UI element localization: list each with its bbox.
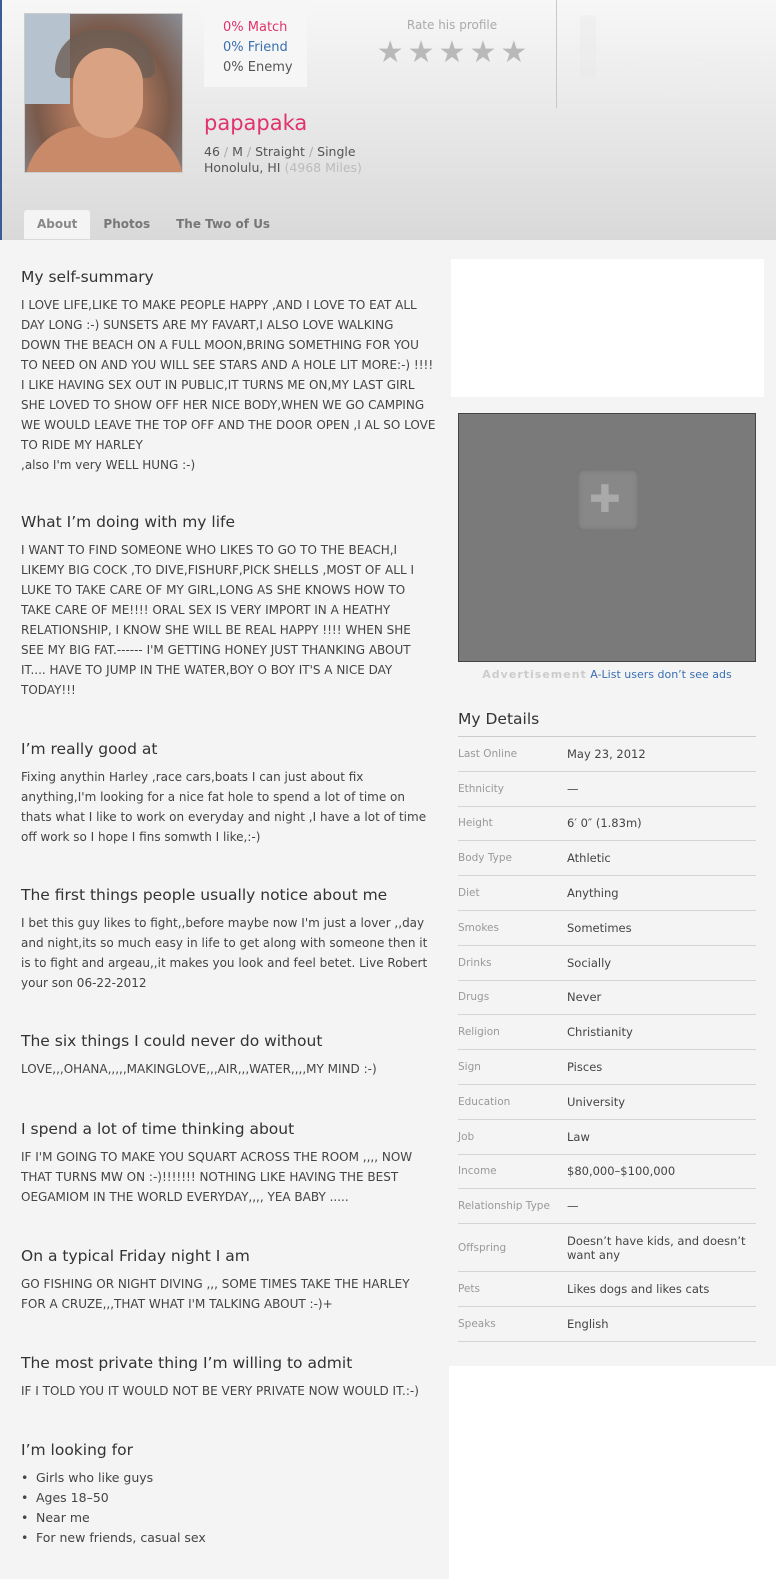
list-item: • Near me bbox=[21, 1508, 436, 1528]
details-row bbox=[458, 1015, 756, 1050]
details-key: Diet bbox=[458, 887, 480, 900]
essay-title: I’m looking for bbox=[21, 1441, 133, 1459]
details-key: Job bbox=[458, 1130, 475, 1143]
details-row bbox=[458, 772, 756, 807]
distance: (4968 Miles) bbox=[284, 160, 362, 175]
details-value: University bbox=[567, 1094, 626, 1109]
details-row bbox=[458, 1189, 756, 1224]
details-key: Religion bbox=[458, 1026, 500, 1039]
location: Honolulu, HI bbox=[204, 160, 281, 175]
age: 46 bbox=[204, 144, 220, 159]
rate-label: Rate his profile bbox=[406, 18, 498, 32]
essay-friday-night bbox=[21, 1247, 436, 1354]
list-item: • Girls who like guys bbox=[21, 1468, 436, 1488]
orientation: Straight bbox=[255, 144, 305, 159]
ad-caption bbox=[458, 668, 756, 681]
star-icon[interactable]: ★ bbox=[500, 35, 528, 70]
details-value: Anything bbox=[567, 886, 619, 901]
details-key: Body Type bbox=[458, 852, 512, 865]
essay-looking-for bbox=[21, 1441, 436, 1548]
essay-first-things bbox=[21, 886, 436, 1032]
essay-text: IF I TOLD YOU IT WOULD NOT BE VERY PRIVATE NOW WOULD IT.:-) bbox=[21, 1384, 419, 1398]
details-value: Pisces bbox=[567, 1060, 603, 1075]
match-percentages bbox=[204, 0, 307, 87]
details-key: Height bbox=[458, 817, 493, 830]
details-key: Smokes bbox=[458, 921, 499, 934]
star-icon[interactable]: ★ bbox=[438, 35, 466, 70]
profile-photo[interactable] bbox=[24, 13, 183, 173]
details-row bbox=[458, 876, 756, 911]
details-value: Never bbox=[567, 990, 602, 1005]
details-value: English bbox=[567, 1316, 609, 1331]
details-value: — bbox=[567, 1199, 579, 1214]
list-item: • For new friends, casual sex bbox=[21, 1528, 436, 1548]
essay-text: LOVE,,,OHANA,,,,,MAKINGLOVE,,,AIR,,,WATER,,,,MY MIND :-) bbox=[21, 1062, 377, 1076]
tab-two-of-us[interactable]: The Two of Us bbox=[176, 217, 271, 231]
details-value: Athletic bbox=[567, 851, 611, 866]
details-value: Sometimes bbox=[567, 920, 632, 935]
details-value: 6′ 0″ (1.83m) bbox=[567, 816, 642, 831]
details-value: — bbox=[567, 781, 579, 796]
details-row bbox=[458, 1120, 756, 1155]
essay-six-things bbox=[21, 1032, 436, 1120]
header-divider bbox=[556, 0, 557, 108]
star-icon[interactable]: ★ bbox=[469, 35, 497, 70]
details-title: My Details bbox=[458, 710, 756, 737]
essay-title: On a typical Friday night I am bbox=[21, 1247, 250, 1265]
username: papapaka bbox=[204, 111, 308, 135]
essay-text: I WANT TO FIND SOMEONE WHO LIKES TO GO TO THE BEACH,I LIKEMY BIG COCK ,TO DIVE,FISHURF,PICK SHELLS ,MOST OF ALL I LUKE TO TAKE CARE OF MY GIRL,LONG AS SHE KNOWS HOW TO TAKE CARE OF ME!!!! ORAL SEX IS VERY IMPORT IN A HEATHY RELATIONSHIP, I KNOW SHE WILL BE REAL HAPPY !!!! WHEN SHE SEE MY BIG FAT.------ I'M GETTING HONEY JUST THANKING ABOUT IT.... HAVE TO JUMP IN THE WATER,BOY O BOY IT'S A NICE DAY TODAY!!! bbox=[21, 543, 414, 697]
essay-text: IF I'M GOING TO MAKE YOU SQUART ACROSS THE ROOM ,,,, NOW THAT TURNS MW ON :-)!!!!!!! NOTHING LIKE HAVING THE BEST OEGAMIOM IN THE WORLD EVERYDAY,,,, YEA BABY ..... bbox=[21, 1150, 413, 1204]
details-row bbox=[458, 737, 756, 772]
essay-text: I LOVE LIFE,LIKE TO MAKE PEOPLE HAPPY ,AND I LOVE TO EAT ALL DAY LONG :-) SUNSETS ARE MY FAVART,I ALSO LOVE WALKING DOWN THE BEACH ON A FULL MOON,BRING SOMETHING FOR YOU TO NEED ON AND YOU WILL SEE STARS AND A HOLE LIT MORE:-) !!!! I LIKE HAVING SEX OUT IN PUBLIC,IT TURNS ME ON,MY LAST GIRL SHE LOVED TO SHOW OFF HER NICE BODY,WHEN WE GO CAMPING WE WOULD LEAVE THE TOP OFF AND THE DOOR OPEN ,I AL SO LOVE TO RIDE MY HARLEY ,also I'm very WELL HUNG :-) bbox=[21, 298, 436, 472]
essay-doing-with-life bbox=[21, 513, 436, 740]
essay-self-summary bbox=[21, 268, 436, 513]
essay-title: The first things people usually notice about me bbox=[21, 886, 388, 904]
details-value: Likes dogs and likes cats bbox=[567, 1282, 710, 1297]
sidebar-blank bbox=[449, 1366, 776, 1579]
essay-good-at bbox=[21, 740, 436, 886]
details-key: Ethnicity bbox=[458, 782, 504, 795]
essay-private-thing bbox=[21, 1354, 436, 1441]
essay-title: What I’m doing with my life bbox=[21, 513, 236, 531]
essay-title: I spend a lot of time thinking about bbox=[21, 1120, 295, 1138]
details-value: Law bbox=[567, 1129, 590, 1144]
details-value: Doesn’t have kids, and doesn’t want any bbox=[567, 1233, 746, 1262]
essay-text: GO FISHING OR NIGHT DIVING ,,, SOME TIMES TAKE THE HARLEY FOR A CRUZE,,,THAT WHAT I'M TALKING ABOUT :-)+ bbox=[21, 1277, 410, 1311]
details-key: Education bbox=[458, 1095, 511, 1108]
details-value: May 23, 2012 bbox=[567, 746, 646, 761]
details-row bbox=[458, 911, 756, 946]
essay-text: I bet this guy likes to fight,,before maybe now I'm just a lover ,,day and night,its so much easy in life to get along with someone then it is to fight and argeau,,it makes you look and feel betet. Live Robert your son 06-22-2012 bbox=[21, 916, 428, 990]
basic-facts: 46 / M / Straight / Single Honolulu, HI (4968 Miles) bbox=[204, 144, 362, 175]
star-icon[interactable]: ★ bbox=[376, 35, 404, 70]
profile-header bbox=[0, 0, 776, 240]
details-row bbox=[458, 1155, 756, 1190]
details-key: Speaks bbox=[458, 1317, 496, 1330]
tab-about[interactable]: About bbox=[24, 210, 90, 239]
ad-placeholder[interactable] bbox=[458, 413, 756, 662]
details-row bbox=[458, 1307, 756, 1342]
puzzle-icon: ✚ bbox=[577, 469, 639, 531]
essay-thinking-about bbox=[21, 1120, 436, 1247]
details-row bbox=[458, 1272, 756, 1307]
essay-title: The most private thing I’m willing to admit bbox=[21, 1354, 353, 1372]
essay-title: I’m really good at bbox=[21, 740, 158, 758]
star-rating[interactable] bbox=[372, 35, 532, 70]
details-value: Socially bbox=[567, 955, 612, 970]
essays-column bbox=[21, 268, 436, 1548]
tab-photos[interactable]: Photos bbox=[103, 217, 151, 231]
details-key: Income bbox=[458, 1165, 497, 1178]
ad-slot-top bbox=[451, 259, 764, 397]
my-details bbox=[458, 710, 756, 1342]
list-item: • Ages 18–50 bbox=[21, 1488, 436, 1508]
match-percent: 0% Match bbox=[223, 20, 288, 35]
details-row bbox=[458, 1050, 756, 1085]
details-key: Offspring bbox=[458, 1241, 507, 1254]
details-table bbox=[458, 737, 756, 1342]
details-row bbox=[458, 946, 756, 981]
details-row bbox=[458, 981, 756, 1016]
essay-title: The six things I could never do without bbox=[21, 1032, 323, 1050]
friend-percent: 0% Friend bbox=[223, 40, 288, 55]
essay-title: My self-summary bbox=[21, 268, 154, 286]
background-decoration bbox=[570, 10, 770, 90]
details-value: $80,000–$100,000 bbox=[567, 1164, 676, 1179]
enemy-percent: 0% Enemy bbox=[223, 60, 293, 75]
details-value: Christianity bbox=[567, 1025, 633, 1040]
details-row bbox=[458, 807, 756, 842]
details-row bbox=[458, 841, 756, 876]
profile-tabs bbox=[24, 210, 283, 239]
a-list-link[interactable]: A-List users don’t see ads bbox=[590, 668, 732, 681]
details-key: Last Online bbox=[458, 747, 518, 760]
status: Single bbox=[317, 144, 356, 159]
details-row bbox=[458, 1085, 756, 1120]
ad-label: Advertisement bbox=[482, 668, 587, 681]
details-key: Drugs bbox=[458, 991, 490, 1004]
details-key: Relationship Type bbox=[458, 1200, 550, 1213]
looking-for-list bbox=[21, 1468, 436, 1548]
details-row bbox=[458, 1224, 756, 1272]
essay-text: Fixing anythin Harley ,race cars,boats I can just about fix anything,I'm looking for a nice fat hole to spend a lot of time on thats what I like to work on everyday and night ,I have a lot of time off work so I hope I fins somwth I like,:-) bbox=[21, 770, 427, 844]
star-icon[interactable]: ★ bbox=[407, 35, 435, 70]
details-key: Sign bbox=[458, 1061, 481, 1074]
gender: M bbox=[232, 144, 243, 159]
rate-profile bbox=[372, 18, 532, 68]
details-key: Drinks bbox=[458, 956, 492, 969]
details-key: Pets bbox=[458, 1283, 481, 1296]
